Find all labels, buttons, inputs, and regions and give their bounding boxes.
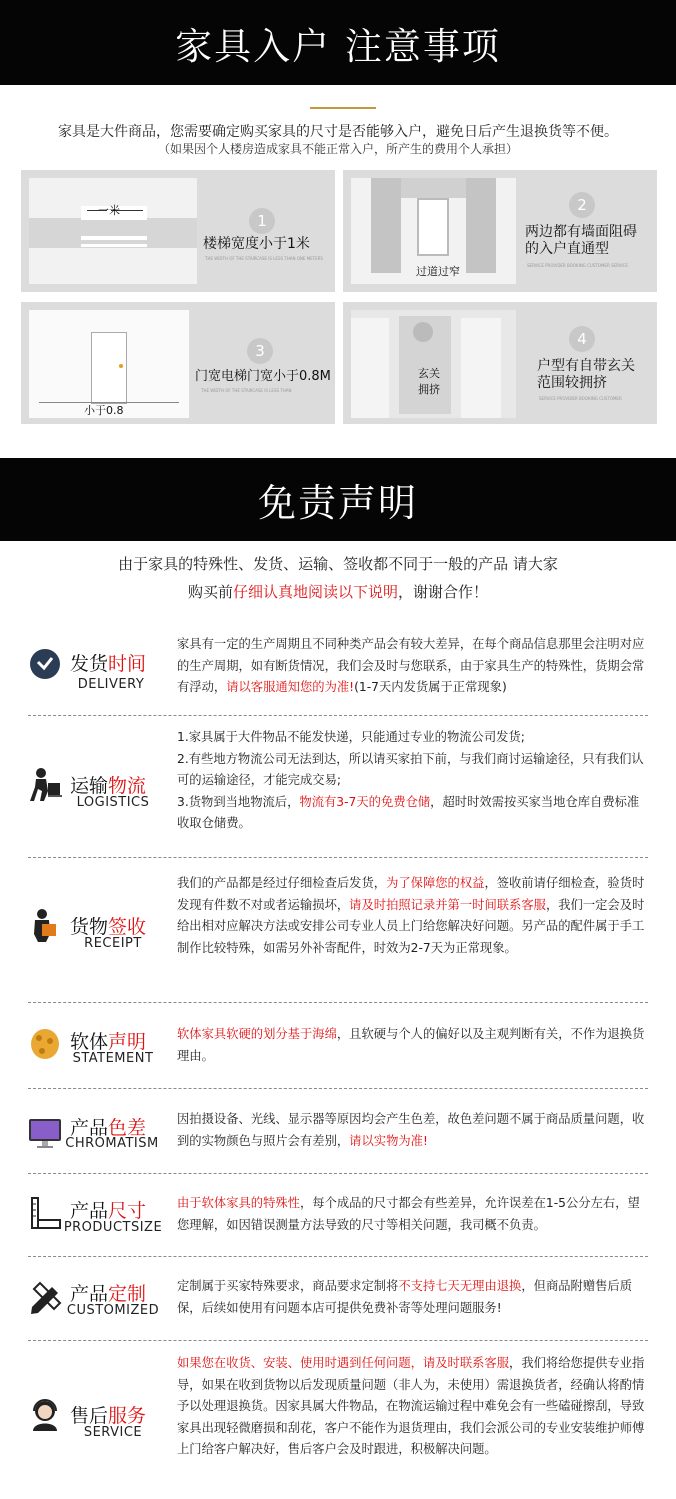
entrance-illustration bbox=[351, 310, 516, 418]
card-number: 1 bbox=[249, 208, 275, 234]
divider bbox=[310, 107, 376, 109]
section-body bbox=[177, 1276, 647, 1319]
body-highlight: 由于软体家具的特殊性 bbox=[177, 1196, 300, 1210]
section-body bbox=[177, 873, 647, 959]
section-body bbox=[177, 727, 647, 835]
body-highlight: 请及时拍照记录并第一时间联系客服 bbox=[349, 897, 546, 912]
section-title bbox=[70, 771, 146, 798]
section-en: DELIVERY bbox=[77, 677, 145, 692]
body-text: ，超时时效需按买家当地仓库自费标准收取仓储费。 bbox=[177, 794, 640, 830]
section-en: SERVICE bbox=[83, 1425, 143, 1440]
section-service bbox=[28, 1353, 648, 1485]
intro-text: 购买前 bbox=[187, 583, 233, 601]
title-highlight: 签收 bbox=[108, 916, 147, 938]
title-highlight: 定制 bbox=[108, 1283, 147, 1305]
section-body bbox=[177, 1193, 647, 1236]
card-number: 4 bbox=[569, 326, 595, 352]
body-highlight: 物流有3-7天的免费仓储 bbox=[299, 794, 431, 809]
clock-icon bbox=[28, 647, 62, 681]
divider bbox=[28, 857, 648, 858]
card-text: 两边都有墙面阻碍的入户直通型 bbox=[525, 224, 637, 257]
section-title bbox=[70, 912, 146, 939]
disclaimer-intro-line2 bbox=[0, 581, 676, 602]
pencil-ruler-icon bbox=[28, 1281, 62, 1315]
section-logistics bbox=[28, 727, 648, 839]
body-text: ，但商品附赠售后质保，后续如使用有问题本店可提供免费补寄等处理问题服务! bbox=[177, 1279, 633, 1315]
door-illustration bbox=[29, 310, 189, 418]
section-title bbox=[70, 1027, 146, 1054]
receipt-person-icon bbox=[28, 908, 62, 942]
title-part: 产品 bbox=[70, 1200, 109, 1222]
ruler-icon bbox=[28, 1196, 62, 1230]
notice-card-door bbox=[21, 302, 335, 424]
divider bbox=[28, 1256, 648, 1257]
body-highlight: 不支持七天无理由退换 bbox=[398, 1279, 522, 1293]
title-part: 产品 bbox=[70, 1117, 109, 1139]
section-en: STATEMENT bbox=[72, 1051, 154, 1066]
title-highlight: 色差 bbox=[108, 1117, 147, 1139]
title-part: 发货 bbox=[70, 653, 109, 675]
notice-card-stairs bbox=[21, 170, 335, 292]
section-body bbox=[177, 1024, 647, 1067]
body-text: ，签收前请仔细检查，验货时发现有件数不对或者运输损坏， bbox=[177, 876, 645, 912]
title-part: 运输 bbox=[70, 775, 109, 797]
card-caption: SERVICE PROVIDER BOOKING CUSTOMER bbox=[539, 396, 622, 401]
section-statement bbox=[28, 1021, 648, 1071]
section-body bbox=[177, 1109, 647, 1152]
section-receipt bbox=[28, 872, 648, 988]
body-highlight: 请以实物为准! bbox=[349, 1133, 428, 1148]
section-en: CHROMATISM bbox=[65, 1136, 159, 1151]
notice-card-corridor bbox=[343, 170, 657, 292]
body-text: ，且软硬与个人的偏好以及主观判断有关，不作为退换货理由。 bbox=[177, 1027, 645, 1063]
body-text: 定制属于买家特殊要求，商品要求定制将 bbox=[177, 1279, 399, 1293]
title-highlight: 尺寸 bbox=[108, 1200, 147, 1222]
card-label: 一米 bbox=[98, 204, 120, 217]
title-highlight: 时间 bbox=[108, 653, 147, 675]
body-highlight: 如果您在收货、安装、使用时遇到任何问题，请及时联系客服 bbox=[177, 1356, 510, 1370]
body-text: 我们的产品都是经过仔细检查后发货， bbox=[177, 876, 387, 890]
divider bbox=[28, 1088, 648, 1089]
notice-card-entrance bbox=[343, 302, 657, 424]
title-part: 售后 bbox=[70, 1405, 109, 1427]
intro-text: ，谢谢合作！ bbox=[398, 583, 489, 601]
section-chromatism bbox=[28, 1106, 648, 1156]
card-caption: THE WIDTH OF THE STAIRCASE IS LESS THAN bbox=[201, 388, 292, 393]
divider bbox=[28, 1002, 648, 1003]
header-banner bbox=[0, 0, 676, 85]
title-highlight: 物流 bbox=[108, 775, 147, 797]
body-text: ，每个成品的尺寸都会有些差异，允许误差在1-5公分左右，望您理解，如因错误测量方法导致的尺寸等相关问题，我司概不负责。 bbox=[177, 1196, 640, 1232]
card-number: 3 bbox=[247, 338, 273, 364]
body-text: 家具有一定的生产周期且不同种类产品会有较大差异，在每个商品信息那里会注明对应的生产周期，如有断货情况，我们会及时与您联系，由于家具生产的特殊性，货期会常有浮动， bbox=[177, 637, 645, 694]
card-label: 小于0.8 bbox=[84, 404, 124, 417]
section-body bbox=[177, 1353, 647, 1461]
sponge-icon bbox=[28, 1027, 62, 1061]
section-en: PRODUCTSIZE bbox=[63, 1220, 163, 1235]
delivery-person-icon bbox=[28, 767, 62, 801]
corridor-illustration bbox=[351, 178, 516, 284]
card-label: 过道过窄 bbox=[416, 265, 460, 278]
banner-title: 家具入户 注意事项 bbox=[175, 24, 501, 68]
section-delivery bbox=[28, 637, 648, 703]
headset-agent-icon bbox=[28, 1397, 62, 1431]
banner-title: 免责声明 bbox=[257, 481, 418, 525]
divider bbox=[28, 1173, 648, 1174]
card-text: 门宽电梯门宽小于0.8M bbox=[195, 369, 331, 384]
body-text: ，我们将给您提供专业指导，如果在收到货物以后发现质量问题（非人为，未使用）需退换货者，经确认将酌情予以处理退换货。因家具属大件物品，在物流运输过程中难免会有一些磕碰擦刮，导致家具出现轻微磨损和刮花，客户不能作为退货理由，我们会派公司的专业安装维护师傅上门给客户解决好，售后客户会及时跟进，积极解决问题。 bbox=[177, 1356, 645, 1456]
card-label: 玄关拥挤 bbox=[418, 367, 440, 396]
body-highlight: 为了保障您的权益 bbox=[386, 876, 485, 890]
section-en: LOGISTICS bbox=[76, 795, 150, 810]
body-highlight: 软体家具软硬的划分基于海绵 bbox=[177, 1027, 337, 1041]
body-text: (1-7天内发货属于正常现象) bbox=[354, 680, 507, 694]
stairs-illustration bbox=[29, 178, 197, 284]
divider bbox=[28, 715, 648, 716]
section-title bbox=[70, 1401, 146, 1428]
intro-highlight: 仔细认真地阅读以下说明 bbox=[232, 583, 398, 601]
body-highlight: 请以客服通知您的为准! bbox=[226, 680, 355, 694]
intro-line2: （如果因个人楼房造成家具不能正常入户，所产生的费用个人承担） bbox=[157, 142, 518, 156]
section-title bbox=[70, 1279, 146, 1306]
title-part: 货物 bbox=[70, 916, 109, 938]
section-title bbox=[70, 649, 146, 676]
section-productsize bbox=[28, 1190, 648, 1240]
card-text: 户型有自带玄关范围较拥挤 bbox=[537, 358, 635, 391]
intro-line1: 家具是大件商品，您需要确定购买家具的尺寸是否能够入户，避免日后产生退换货等不便。 bbox=[58, 124, 618, 140]
section-customized bbox=[28, 1273, 648, 1323]
section-title bbox=[70, 1196, 146, 1223]
card-number: 2 bbox=[569, 192, 595, 218]
title-highlight: 声明 bbox=[108, 1031, 147, 1053]
disclaimer-banner bbox=[0, 458, 676, 541]
divider bbox=[28, 1340, 648, 1341]
body-text: 因拍摄设备、光线、显示器等原因均会产生色差，故色差问题不属于商品质量问题，收到的实物颜色与照片会有差别， bbox=[177, 1112, 645, 1148]
section-en: CUSTOMIZED bbox=[66, 1303, 160, 1318]
title-part: 产品 bbox=[70, 1283, 109, 1305]
section-body bbox=[177, 634, 647, 699]
card-text: 楼梯宽度小于1米 bbox=[203, 236, 310, 252]
disclaimer-intro-line1: 由于家具的特殊性、发货、运输、签收都不同于一般的产品 请大家 bbox=[118, 555, 558, 573]
title-highlight: 服务 bbox=[108, 1405, 147, 1427]
section-en: RECEIPT bbox=[84, 936, 142, 951]
body-text: ，我们一定会及时给出相对应解决方法或安排公司专业人员上门给您解决好问题。另产品的配件属于手工制作比较特殊，如需另外补寄配件，时效为2-7天为正常现象。 bbox=[177, 897, 645, 955]
card-caption: THE WIDTH OF THE STAIRCASE IS LESS THAN ONE METERS bbox=[205, 256, 323, 261]
card-caption: SERVICE PROVIDER BOOKING CUSTOMER SERVICE bbox=[527, 263, 628, 268]
body-text: 1.家具属于大件物品不能发快递，只能通过专业的物流公司发货; 2.有些地方物流公司无法到达，所以请买家拍下前，与我们商讨运输途径，只有我们认可的运输途径，才能完成交易; 3.货物到当地物流后， bbox=[177, 730, 644, 809]
title-part: 软体 bbox=[70, 1031, 109, 1053]
